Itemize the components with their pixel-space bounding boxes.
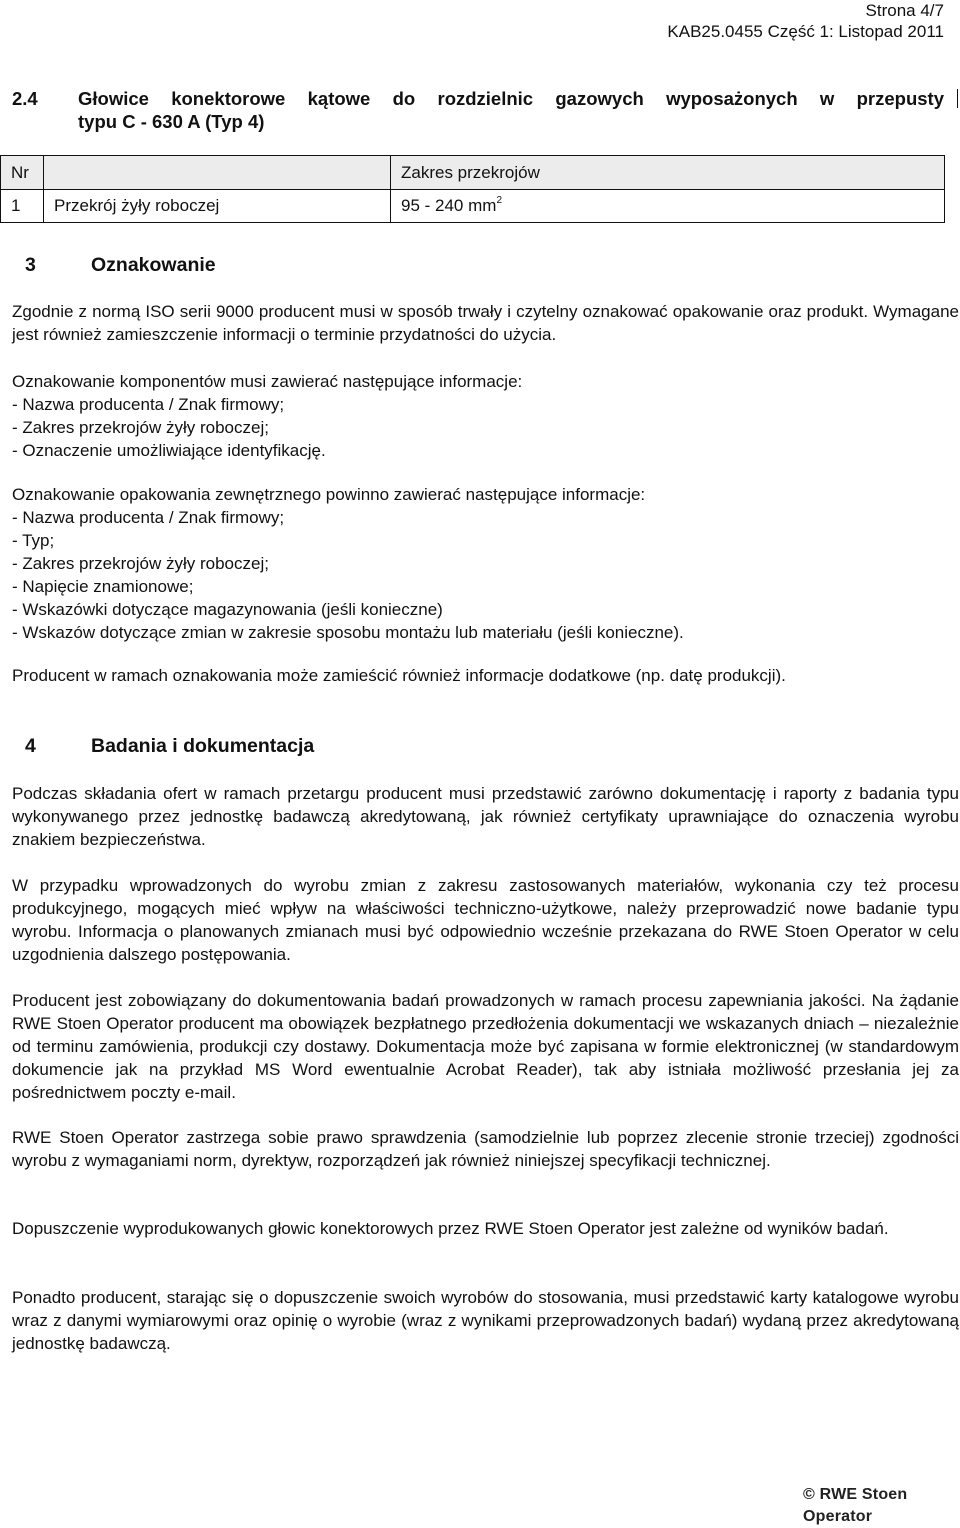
cross-section-table: [0, 155, 945, 223]
section-title: Oznakowanie: [91, 254, 216, 276]
table-cell-name: Przekrój żyły roboczej: [44, 190, 391, 223]
section-4-heading: [25, 734, 314, 758]
list-item: - Napięcie znamionowe;: [12, 577, 194, 596]
list-item: - Nazwa producenta / Znak firmowy;: [12, 508, 285, 527]
paragraph-quality-documentation: Producent jest zobowiązany do dokumentowania badań prowadzonych w ramach procesu zapewniania jakości. Na żądanie RWE Stoen Operator producent ma obowiązek bezpłatnego przedłożenia dokumentacji we wskazanych dniach – niezależnie od terminu zamówienia, produkcji czy dostawy. Dokumentacja może być zapisana w formie elektronicznej (w standardowym dokumencie jak na przykład MS Word ewentualnie Acrobat Reader), tak aby istniała możliwość przesłania jej za pośrednictwem poczty e-mail.: [12, 991, 959, 1102]
components-list: [12, 370, 959, 462]
section-number: 4: [25, 735, 36, 757]
packaging-list: [12, 483, 959, 644]
paragraph-type-testing: W przypadku wprowadzonych do wyrobu zmian z zakresu zastosowanych materiałów, wykonania czy też procesu produkcyjnego, mogących mieć wpływ na właściwości techniczno-użytkowe, należy przeprowadzić nowe badanie typu wyrobu. Informacja o planowanych zmianach musi być odpowiednio wcześnie przekazana do RWE Stoen Operator w celu uzgodnienia dalszego postępowania.: [12, 876, 959, 964]
table-cell-nr: 1: [1, 190, 44, 223]
value-text: 95 - 240 mm: [401, 196, 497, 215]
list-item: - Nazwa producenta / Znak firmowy;: [12, 395, 285, 414]
paragraph-tender-documentation: Podczas składania ofert w ramach przetargu producent musi przedstawić zarówno dokumentację i raporty z badania typu wykonywanego przez jednostkę badawczą akredytowaną, jak również certyfikaty uprawniające do oznaczenia wyrobu znakiem bezpieczeństwa.: [12, 784, 959, 849]
paragraph-compliance-check: RWE Stoen Operator zastrzega sobie prawo sprawdzenia (samodzielnie lub poprzez zlecenie stronie trzeciej) zgodności wyrobu z wymaganiami norm, dyrektyw, rozporządzeń jak również niniejszej specyfikacji technicznej.: [12, 1128, 959, 1170]
list-item: - Wskazów dotyczące zmian w zakresie sposobu montażu lub materiału (jeśli konieczne).: [12, 623, 684, 642]
list-intro: Oznakowanie komponentów musi zawierać następujące informacje:: [12, 372, 523, 391]
section-title-line2: typu C - 630 A (Typ 4): [78, 111, 265, 132]
section-title-line1: Głowice konektorowe kątowe do rozdzielnic gazowych wyposażonych w przepusty: [78, 88, 944, 109]
change-bar: [957, 89, 959, 108]
document-reference: KAB25.0455 Część 1: Listopad 2011: [667, 22, 944, 41]
section-number: 2.4: [12, 88, 38, 109]
table-header-row: [1, 156, 945, 190]
unit-superscript: 2: [496, 195, 502, 206]
table-header-nr: Nr: [1, 156, 44, 190]
company-logo: © RWE Stoen Operator: [803, 1486, 908, 1525]
list-item: - Oznaczenie umożliwiające identyfikację.: [12, 441, 326, 460]
list-item: - Zakres przekrojów żyły roboczej;: [12, 554, 269, 573]
section-2-4-heading: [12, 87, 944, 133]
table-cell-value: [391, 190, 945, 223]
paragraph-catalogue-cards: Ponadto producent, starając się o dopuszczenie swoich wyrobów do stosowania, musi przedstawić karty katalogowe wyrobu wraz z danymi wymiarowymi oraz opinię o wyrobie (wraz z wynikami przeprowadzonych badań) wydaną przez akredytowaną jednostkę badawczą.: [12, 1288, 959, 1353]
section-3-heading: [25, 253, 216, 277]
list-item: - Zakres przekrojów żyły roboczej;: [12, 418, 269, 437]
section-number: 3: [25, 254, 36, 276]
additional-info-paragraph: Producent w ramach oznakowania może zamieścić również informacje dodatkowe (np. datę produkcji).: [12, 666, 786, 685]
page-number: Strona 4/7: [865, 1, 944, 20]
table-header-range: Zakres przekrojów: [391, 156, 945, 190]
table-header-name: [44, 156, 391, 190]
list-item: - Wskazówki dotyczące magazynowania (jeśli konieczne): [12, 600, 443, 619]
list-item: - Typ;: [12, 531, 55, 550]
table-row: [1, 190, 945, 223]
paragraph-admission: Dopuszczenie wyprodukowanych głowic konektorowych przez RWE Stoen Operator jest zależne od wyników badań.: [12, 1219, 889, 1238]
marking-intro-paragraph: Zgodnie z normą ISO serii 9000 producent musi w sposób trwały i czytelny oznakować opakowanie oraz produkt. Wymagane jest również zamieszczenie informacji o terminie przydatności do użycia.: [12, 302, 959, 344]
list-intro: Oznakowanie opakowania zewnętrznego powinno zawierać następujące informacje:: [12, 485, 646, 504]
section-title: Badania i dokumentacja: [91, 735, 315, 757]
